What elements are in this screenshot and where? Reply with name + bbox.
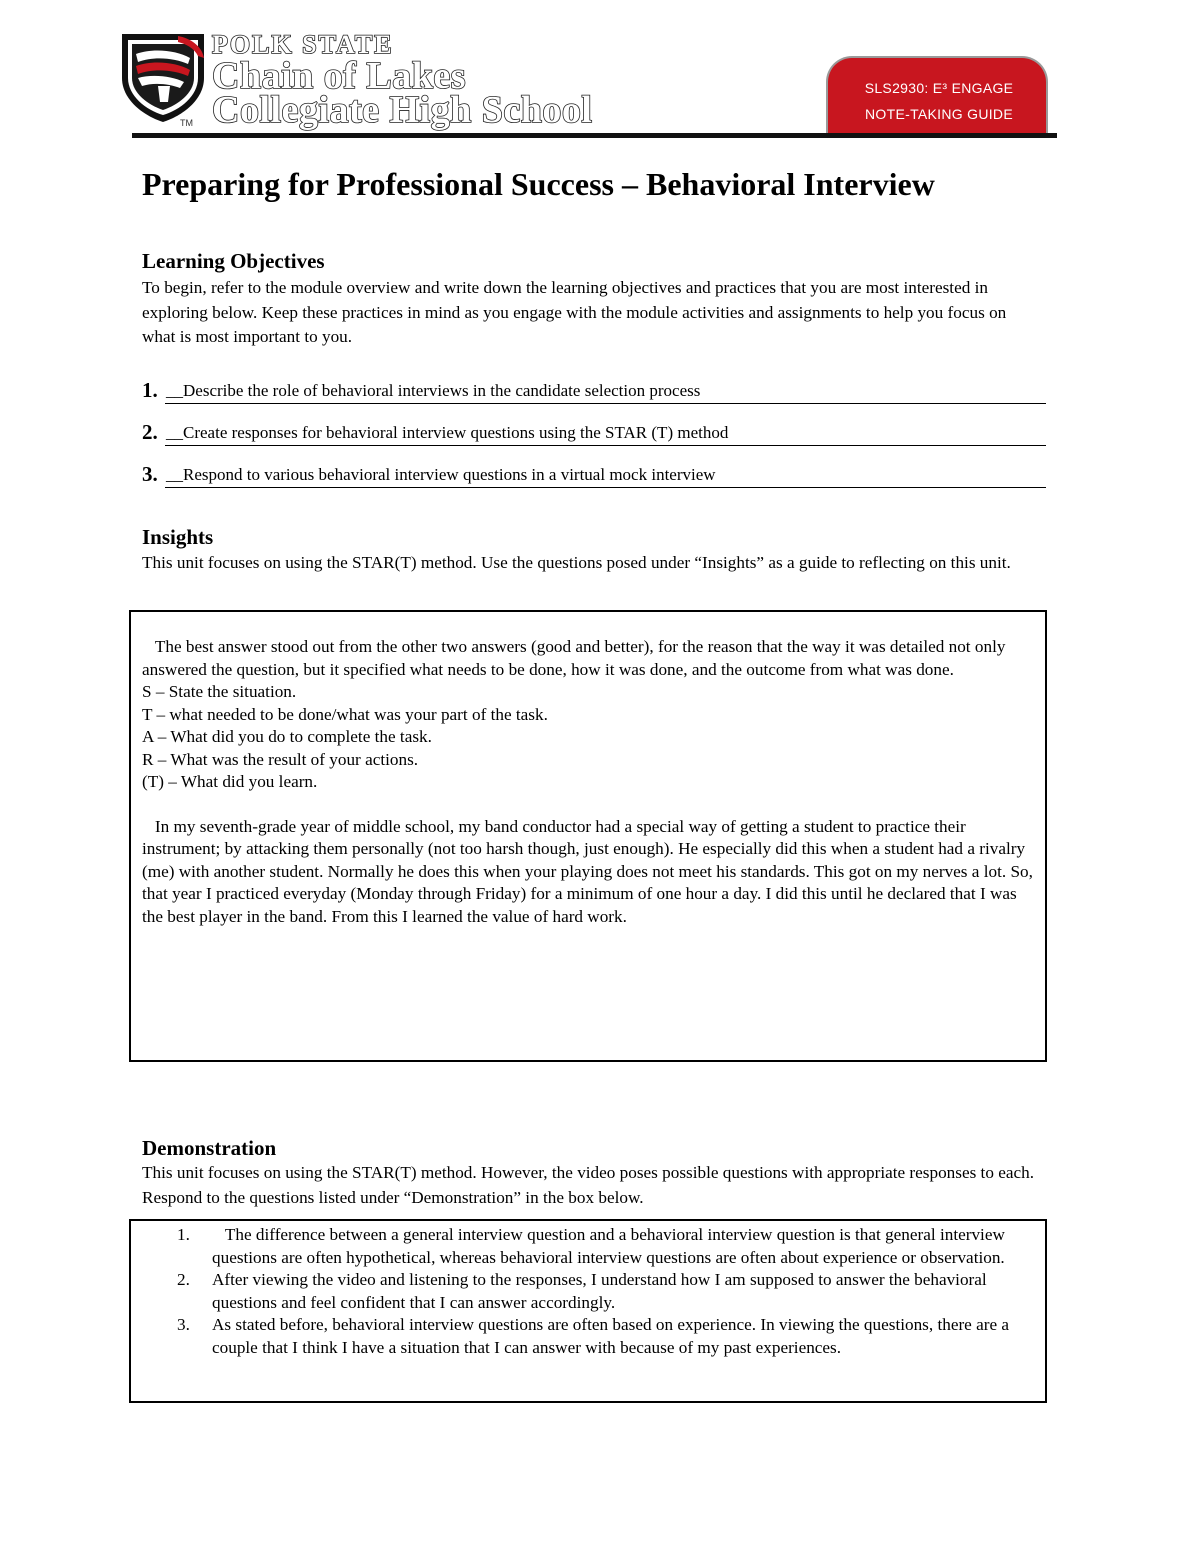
insights-response-paragraph-2: In my seventh-grade year of middle school, my band conductor had a special way of getting a student to practice their instrument; by attacking them personally (not too harsh though, just enough). He especially did this when a student had a rivalry (me) with another student. Normally he does this when your playing does not meet his standards. This got on my nerves a lot. So, that year I practiced everyday (Monday through Friday) for a minimum of one hour a day. I did this until he declared that I was the best player in the band. From this I learned the value of hard work. [142, 816, 1038, 926]
list-text: After viewing the video and listening to the responses, I understand how I am supposed to answer the behavioral questions and feel confident that I can answer accordingly. [212, 1270, 987, 1312]
demonstration-list-item [142, 1269, 1035, 1314]
demonstration-intro: This unit focuses on using the STAR(T) method. However, the video poses possible questions with appropriate responses to each. Respond to the questions listed under “Demonstration” in the box below. [142, 1163, 1035, 1207]
objective-text: __Describe the role of behavioral interviews in the candidate selection process [166, 381, 701, 400]
insights-response-paragraph-1: The best answer stood out from the other two answers (good and better), for the reason that the way it was detailed not only answered the question, but it specified what needs to be done, how it was done, and the outcome from what was done. [142, 637, 1010, 679]
document-title: Preparing for Professional Success – Behavioral Interview [142, 166, 935, 202]
objective-number: 2. [142, 420, 158, 444]
insights-heading: Insights [142, 525, 214, 549]
logo-text-chain-of-lakes: Chain of Lakes [212, 55, 467, 97]
header-divider [132, 133, 1057, 138]
logo-text-polk-state: POLK STATE [212, 30, 394, 59]
list-text: The difference between a general interview question and a behavioral interview question is that general interview questions are often hypothetical, whereas behavioral interview questions are often about experience or observation. [212, 1225, 1010, 1267]
objective-item [142, 420, 1046, 446]
list-number: 3. [177, 1315, 190, 1334]
insights-intro: This unit focuses on using the STAR(T) method. Use the questions posed under “Insights” as a guide to reflecting on this unit. [142, 553, 1011, 572]
course-code-label: SLS2930: E³ ENGAGE [864, 80, 1014, 96]
guide-type-label: NOTE-TAKING GUIDE [865, 106, 1013, 122]
objective-number: 3. [142, 462, 158, 486]
list-text: As stated before, behavioral interview questions are often based on experience. In viewing the questions, there are a couple that I think I have a situation that I can answer with because of my past experiences. [212, 1315, 1010, 1357]
demonstration-heading: Demonstration [142, 1136, 277, 1160]
school-shield-logo [118, 28, 208, 124]
list-number: 1. [177, 1225, 190, 1244]
objective-text: __Create responses for behavioral interview questions using the STAR (T) method [166, 423, 729, 442]
list-number: 2. [177, 1270, 190, 1289]
star-line: (T) – What did you learn. [142, 772, 318, 791]
insights-response-box [129, 610, 1047, 1062]
objective-item [142, 462, 1046, 488]
learning-objectives-heading: Learning Objectives [142, 249, 325, 273]
star-line: A – What did you do to complete the task. [142, 727, 432, 746]
objective-item [142, 378, 1046, 404]
demonstration-list-item [142, 1224, 1035, 1269]
logo-text-collegiate-high-school: Collegiate High School [212, 89, 593, 131]
star-line: R – What was the result of your actions. [142, 749, 419, 769]
trademark-mark: TM [180, 118, 193, 128]
star-line: T – what needed to be done/what was your part of the task. [142, 704, 548, 724]
objective-number: 1. [142, 378, 158, 402]
star-line: S – State the situation. [142, 682, 297, 701]
objective-text: __Respond to various behavioral interview questions in a virtual mock interview [166, 465, 716, 484]
demonstration-list-item [142, 1314, 1035, 1359]
learning-objectives-intro: To begin, refer to the module overview and write down the learning objectives and practices that you are most interested in exploring below. Keep these practices in mind as you engage with the module activities and assignments to help you focus on what is most important to you. [142, 278, 1007, 346]
demonstration-response-box [129, 1219, 1047, 1403]
course-tab [826, 56, 1048, 136]
